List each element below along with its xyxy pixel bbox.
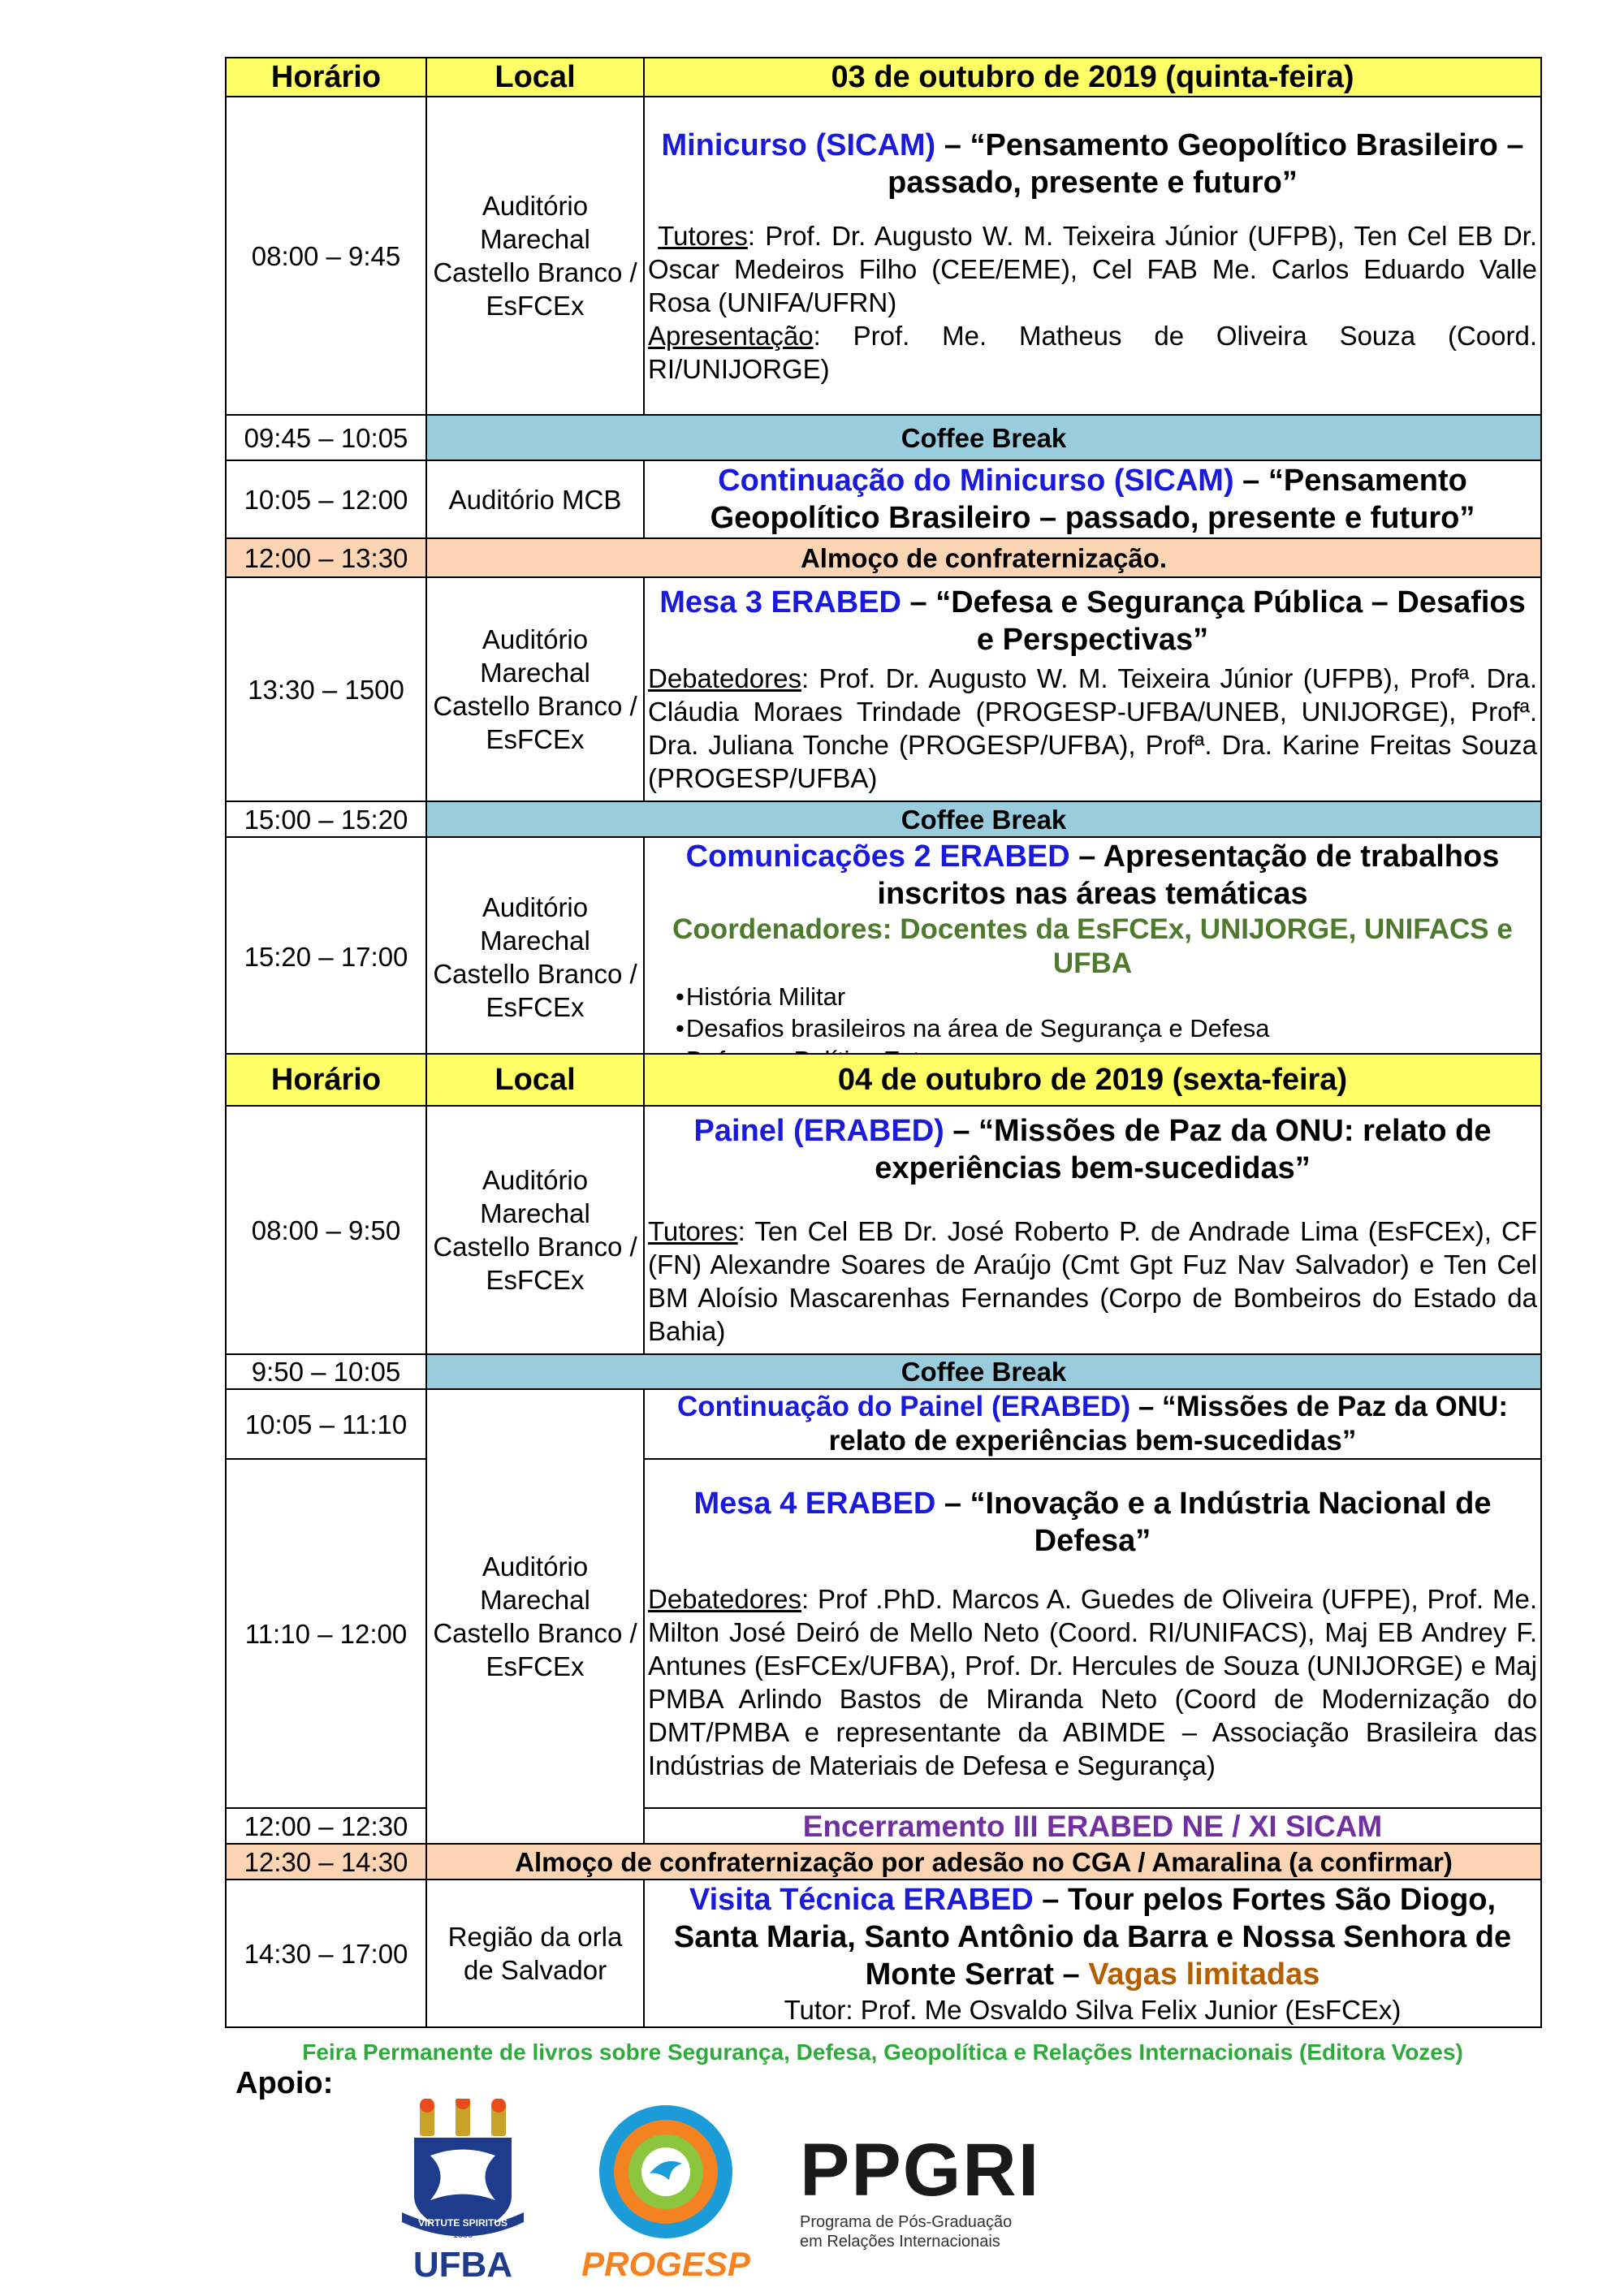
tutores-label: Tutores xyxy=(658,220,748,251)
session-title xyxy=(648,838,1537,913)
session-title-highlight: Minicurso (SICAM) xyxy=(661,127,936,162)
coffee-break: Coffee Break xyxy=(426,415,1541,460)
location-cell: Auditório Marechal Castello Branco / EsFCEx xyxy=(426,837,644,1077)
schedule-row xyxy=(226,1808,1541,1844)
schedule-row xyxy=(226,415,1541,460)
schedule-row xyxy=(226,1880,1541,2027)
location-cell: Auditório Marechal Castello Branco / EsFCEx xyxy=(426,577,644,801)
time-cell: 08:00 – 9:50 xyxy=(226,1106,426,1354)
description-cell xyxy=(644,97,1541,415)
debatedores-names: : Prof .PhD. Marcos A. Guedes de Oliveira (UFPE), Prof. Me. Milton José Deiró de Mello Neto (Coord. RI/UNIFACS), Maj EB Andrey F. Antunes (EsFCEx/UFBA), Prof. Dr. Hercules de Souza (UNIJORGE) e Maj PMBA Arlindo Bastos de Miranda Neto (Coord de Modernização do DMT/PMBA e representante da ABIMDE – Associação Brasileira das Indústrias de Materiais de Defesa e Segurança) xyxy=(648,1584,1537,1780)
session-title-rest: – “Pensamento Geopolítico Brasileiro – passado, presente e futuro” xyxy=(710,464,1475,535)
description-cell xyxy=(644,460,1541,538)
schedule-row xyxy=(226,801,1541,837)
ppgri-line2: em Relações Internacionais xyxy=(800,2233,1000,2251)
location-cell: Auditório Marechal Castello Branco / EsFCEx xyxy=(426,97,644,415)
location-cell: Auditório Marechal Castello Branco / EsFCEx xyxy=(426,1106,644,1354)
header-date: 04 de outubro de 2019 (sexta-feira) xyxy=(644,1054,1541,1106)
header-local: Local xyxy=(426,58,644,97)
apresentacao-names: : Prof. Me. Matheus de Oliveira Souza (Coord. RI/UNIJORGE) xyxy=(648,320,1537,384)
session-title-rest: – “Defesa e Segurança Pública – Desafios e Perspectivas” xyxy=(901,585,1526,657)
location-cell: Auditório MCB xyxy=(426,460,644,538)
schedule-day2 xyxy=(225,1053,1542,2028)
session-title-highlight: Continuação do Painel (ERABED) xyxy=(677,1391,1131,1422)
time-cell: 09:45 – 10:05 xyxy=(226,415,426,460)
description-cell xyxy=(644,577,1541,801)
header-row xyxy=(226,1054,1541,1106)
session-title xyxy=(648,1485,1537,1560)
session-title-rest: – Apresentação de trabalhos inscritos nas áreas temáticas xyxy=(877,839,1500,911)
schedule-row xyxy=(226,1459,1541,1808)
header-time: Horário xyxy=(226,58,426,97)
time-cell: 08:00 – 9:45 xyxy=(226,97,426,415)
tutores-label: Tutores xyxy=(648,1216,738,1246)
apresentacao-label: Apresentação xyxy=(648,320,814,351)
session-title-rest: – “Pensamento Geopolítico Brasileiro – passado, presente e futuro” xyxy=(888,127,1524,200)
time-cell: 14:30 – 17:00 xyxy=(226,1880,426,2027)
description-cell xyxy=(644,1459,1541,1808)
coffee-break: Coffee Break xyxy=(426,1354,1541,1389)
session-title xyxy=(648,1881,1537,1993)
location-cell: Auditório Marechal Castello Branco / EsFCEx xyxy=(426,1389,644,1844)
ppgri-line1: Programa de Pós-Graduação xyxy=(800,2213,1013,2231)
time-cell: 13:30 – 1500 xyxy=(226,577,426,801)
time-cell: 10:05 – 11:10 xyxy=(226,1389,426,1459)
ufba-year: 1808 xyxy=(452,2230,473,2240)
progesp-name: PROGESP xyxy=(581,2245,750,2283)
time-cell: 15:20 – 17:00 xyxy=(226,837,426,1077)
session-title-highlight: Mesa 4 ERABED xyxy=(693,1487,936,1521)
time-cell: 12:30 – 14:30 xyxy=(226,1844,426,1880)
coordinators: Coordenadores: Docentes da EsFCEx, UNIJORGE, UNIFACS e UFBA xyxy=(672,913,1513,979)
session-title-highlight: Mesa 3 ERABED xyxy=(659,585,901,619)
session-title-highlight: Painel (ERABED) xyxy=(693,1114,944,1148)
session-title-highlight: Visita Técnica ERABED xyxy=(689,1882,1034,1917)
book-fair-note: Feira Permanente de livros sobre Segurança, Defesa, Geopolítica e Relações Internacionais (Editora Vozes) xyxy=(302,2039,1463,2065)
tutores-names: : Ten Cel EB Dr. José Roberto P. de Andrade Lima (EsFCEx), CF (FN) Alexandre Soares de Araújo (Cmt Gpt Fuz Nav Salvador) e Ten Cel BM Aloísio Mascarenhas Fernandes (Corpo de Bombeiros do Estado da Bahia) xyxy=(648,1216,1537,1346)
header-row xyxy=(226,58,1541,97)
time-cell: 15:00 – 15:20 xyxy=(226,801,426,837)
session-title-rest: – “Inovação e a Indústria Nacional de Defesa” xyxy=(935,1487,1492,1558)
header-time: Horário xyxy=(226,1054,426,1106)
debatedores-text xyxy=(648,1582,1537,1782)
time-cell: 9:50 – 10:05 xyxy=(226,1354,426,1389)
session-title-highlight: Comunicações 2 ERABED xyxy=(685,839,1070,874)
debatedores-names: : Prof. Dr. Augusto W. M. Teixeira Júnior (UFPB), Profª. Dra. Cláudia Moraes Trindade (PROGESP-UFBA/UNEB, UNIJORGE), Profª. Dra. Juliana Tonche (PROGESP/UFBA), Profª. Dra. Karine Freitas Souza (PROGESP/UFBA) xyxy=(648,663,1537,793)
session-title-rest: – “Missões de Paz da ONU: relato de experiências bem-sucedidas” xyxy=(875,1114,1492,1185)
session-title xyxy=(648,1112,1537,1187)
session-title xyxy=(648,462,1537,537)
ufba-logo xyxy=(394,2099,532,2285)
session-title xyxy=(648,1390,1537,1458)
description-cell xyxy=(644,1389,1541,1459)
debatedores-label: Debatedores xyxy=(648,1584,801,1614)
schedule-row xyxy=(226,1389,1541,1459)
apresentacao-text xyxy=(648,319,1537,386)
debatedores-text xyxy=(648,662,1537,795)
schedule-row xyxy=(226,1844,1541,1880)
debatedores-label: Debatedores xyxy=(648,663,801,693)
schedule-row xyxy=(226,837,1541,1077)
session-title-rest: – “Missões de Paz da ONU: relato de experiências bem-sucedidas” xyxy=(828,1391,1508,1457)
schedule-row xyxy=(226,577,1541,801)
tutores-text xyxy=(648,1215,1537,1348)
description-cell xyxy=(644,1880,1541,2027)
support-label: Apoio: xyxy=(235,2066,334,2100)
progesp-logo xyxy=(568,2099,763,2285)
location-cell: Região da orla de Salvador xyxy=(426,1880,644,2027)
schedule-row xyxy=(226,97,1541,415)
description-cell xyxy=(644,837,1541,1077)
tutor-text: Tutor: Prof. Me Osvaldo Silva Felix Junior (EsFCEx) xyxy=(784,1994,1402,2025)
session-title xyxy=(648,127,1537,201)
session-title-rest: – Tour pelos Fortes São Diogo, Santa Maria, Santo Antônio da Barra e Nossa Senhora de Monte Serrat – xyxy=(673,1882,1512,1992)
ufba-motto: VIRTUTE SPIRITUS xyxy=(417,2217,508,2229)
lunch-break: Almoço de confraternização por adesão no CGA / Amaralina (a confirmar) xyxy=(426,1844,1541,1880)
list-item: • História Militar xyxy=(676,981,1537,1012)
session-title-highlight: Continuação do Minicurso (SICAM) xyxy=(718,464,1234,498)
closing-session: Encerramento III ERABED NE / XI SICAM xyxy=(644,1808,1541,1844)
time-cell: 12:00 – 12:30 xyxy=(226,1808,426,1844)
coffee-break: Coffee Break xyxy=(426,801,1541,837)
session-title xyxy=(648,584,1537,658)
time-cell: 12:00 – 13:30 xyxy=(226,538,426,577)
list-item: • Desafios brasileiros na área de Segurança e Defesa xyxy=(676,1012,1537,1044)
description-cell xyxy=(644,1106,1541,1354)
header-date: 03 de outubro de 2019 (quinta-feira) xyxy=(644,58,1541,97)
progesp-emblem-icon xyxy=(568,2099,763,2245)
tutores-text xyxy=(648,219,1537,319)
time-cell: 10:05 – 12:00 xyxy=(226,460,426,538)
ppgri-name: PPGRI xyxy=(800,2129,1041,2212)
lunch-break: Almoço de confraternização. xyxy=(426,538,1541,577)
limited-spots: Vagas limitadas xyxy=(1088,1957,1320,1992)
schedule-row xyxy=(226,460,1541,538)
time-cell: 11:10 – 12:00 xyxy=(226,1459,426,1808)
tutores-names: : Prof. Dr. Augusto W. M. Teixeira Júnior (UFPB), Ten Cel EB Dr. Oscar Medeiros Filho (CEE/EME), Cel FAB Me. Carlos Eduardo Valle Rosa (UNIFA/UFRN) xyxy=(648,220,1537,317)
schedule-row xyxy=(226,1354,1541,1389)
schedule-day1 xyxy=(225,57,1542,1077)
schedule-row xyxy=(226,1106,1541,1354)
schedule-row xyxy=(226,538,1541,577)
ppgri-logo xyxy=(800,2129,1060,2251)
ufba-name: UFBA xyxy=(412,2245,513,2285)
header-local: Local xyxy=(426,1054,644,1106)
